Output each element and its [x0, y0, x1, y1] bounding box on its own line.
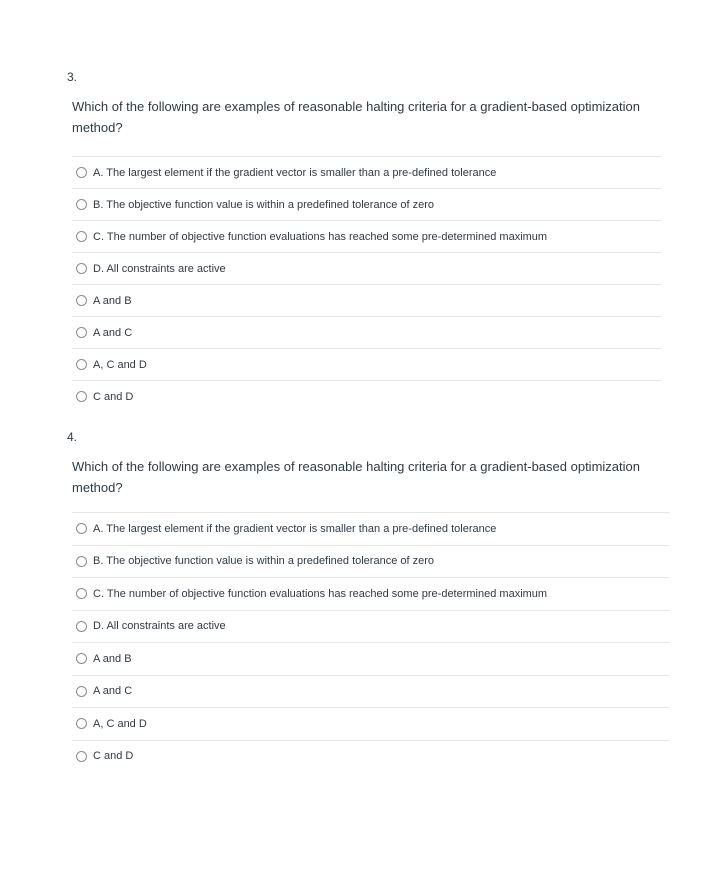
radio-button[interactable]: [76, 556, 87, 567]
radio-button[interactable]: [76, 391, 87, 402]
answer-label: A and B: [93, 652, 132, 665]
question-text: Which of the following are examples of reasonable halting criteria for a gradient-based optimization method?: [72, 99, 640, 135]
radio-button[interactable]: [76, 653, 87, 664]
answer-label: C. The number of objective function evaluations has reached some pre-determined maximum: [93, 230, 548, 243]
question-number: 3.: [67, 70, 78, 84]
radio-button[interactable]: [76, 327, 87, 338]
answer-option-a[interactable]: [72, 512, 670, 545]
answer-label: A and B: [93, 294, 132, 307]
answer-label: A. The largest element if the gradient vector is smaller than a pre-defined tolerance: [93, 166, 497, 179]
radio-button[interactable]: [76, 621, 87, 632]
radio-button[interactable]: [76, 751, 87, 762]
answer-label: A, C and D: [93, 717, 147, 730]
radio-button[interactable]: [76, 523, 87, 534]
answer-label: A and C: [93, 685, 133, 698]
answer-option-a-c-and-d[interactable]: [72, 707, 670, 740]
radio-button[interactable]: [76, 231, 87, 242]
answer-label: A and C: [93, 326, 133, 339]
answer-option-a-and-c[interactable]: [72, 675, 670, 708]
answer-option-b[interactable]: [72, 545, 670, 578]
radio-button[interactable]: [76, 588, 87, 599]
answer-list: [72, 156, 662, 412]
radio-button[interactable]: [76, 263, 87, 274]
answer-label: B. The objective function value is within a predefined tolerance of zero: [93, 555, 434, 568]
answer-label: B. The objective function value is within a predefined tolerance of zero: [93, 198, 434, 211]
radio-button[interactable]: [76, 718, 87, 729]
answer-label: A. The largest element if the gradient vector is smaller than a pre-defined tolerance: [93, 522, 497, 535]
answer-list: [72, 512, 670, 772]
answer-option-a-and-c[interactable]: [72, 316, 662, 348]
answer-option-c[interactable]: [72, 220, 662, 252]
answer-option-c-and-d[interactable]: [72, 380, 662, 412]
answer-label: C. The number of objective function evaluations has reached some pre-determined maximum: [93, 587, 548, 600]
radio-button[interactable]: [76, 359, 87, 370]
answer-label: C and D: [93, 390, 134, 403]
answer-option-a-c-and-d[interactable]: [72, 348, 662, 380]
answer-option-a-and-b[interactable]: [72, 284, 662, 316]
answer-option-a-and-b[interactable]: [72, 642, 670, 675]
answer-option-b[interactable]: [72, 188, 662, 220]
radio-button[interactable]: [76, 199, 87, 210]
question-text: Which of the following are examples of reasonable halting criteria for a gradient-based optimization method?: [72, 459, 640, 495]
answer-option-d[interactable]: [72, 252, 662, 284]
answer-option-d[interactable]: [72, 610, 670, 643]
radio-button[interactable]: [76, 295, 87, 306]
answer-option-c-and-d[interactable]: [72, 740, 670, 773]
answer-label: D. All constraints are active: [93, 620, 226, 633]
answer-label: A, C and D: [93, 358, 147, 371]
answer-option-c[interactable]: [72, 577, 670, 610]
question-number: 4.: [67, 430, 78, 444]
radio-button[interactable]: [76, 167, 87, 178]
answer-label: D. All constraints are active: [93, 262, 226, 275]
answer-label: C and D: [93, 750, 134, 763]
answer-option-a[interactable]: [72, 156, 662, 188]
radio-button[interactable]: [76, 686, 87, 697]
